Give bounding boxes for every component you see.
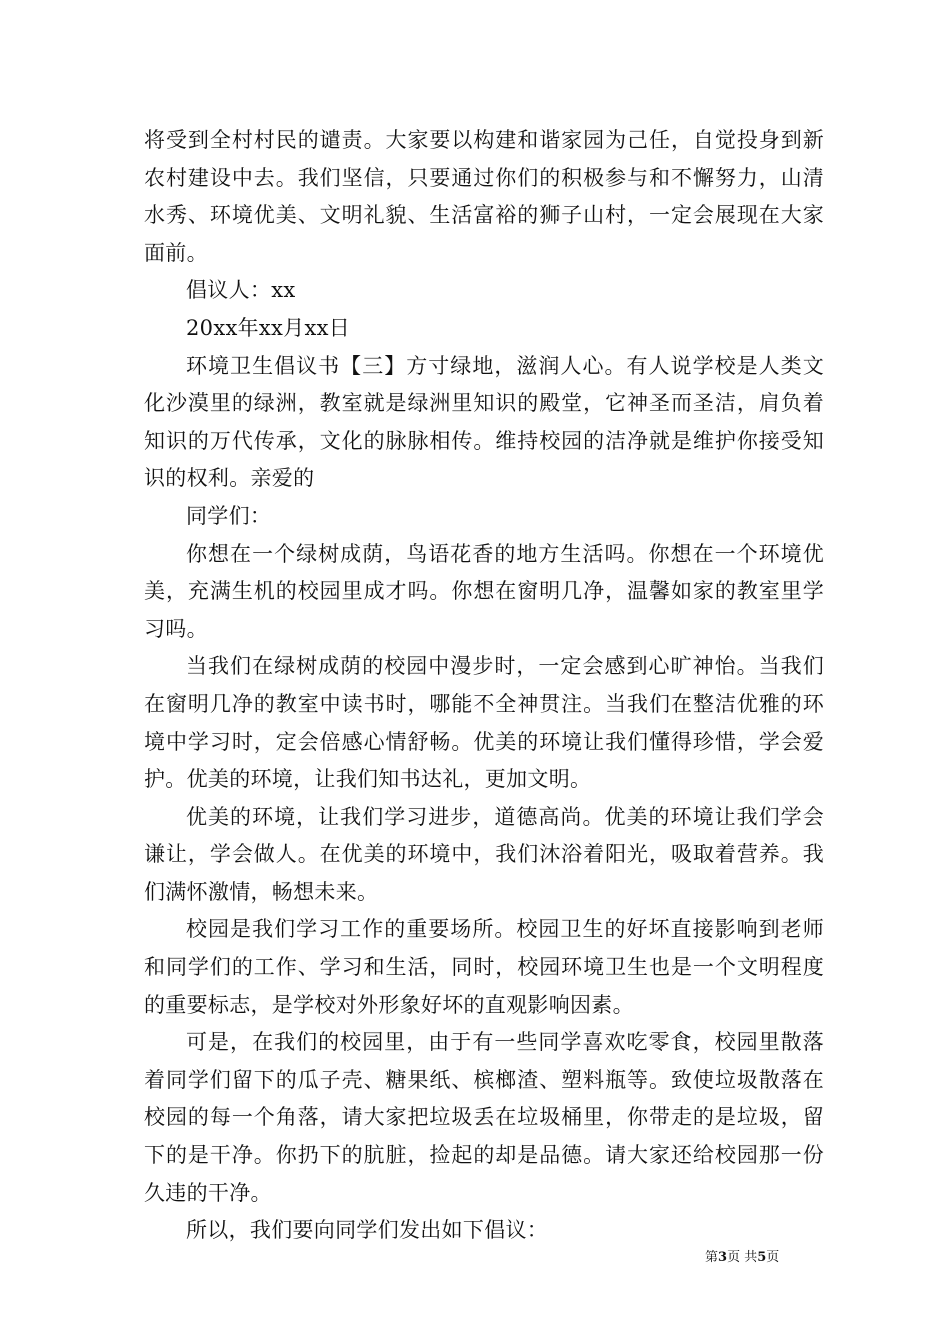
total-pages-number: 5 [757,1250,767,1265]
paragraph-proposal-three-intro: 环境卫生倡议书【三】方寸绿地，滋润人心。有人说学校是人类文化沙漠里的绿洲，教室就是绿洲里知识的殿堂，它神圣而圣洁，肩负着知识的万代传承，文化的脉脉相传。维持校园的洁净就是维护你接受知识的权利。亲爱的 [144,353,824,491]
current-page-number: 3 [718,1250,728,1265]
paragraph-1: 将受到全村村民的谴责。大家要以构建和谐家园为己任，自觉投身到新农村建设中去。我们坚信，只要通过你们的积极参与和不懈努力，山清水秀、环境优美、文明礼貌、生活富裕的狮子山村，一定会展现在大家面前。 [144,128,824,265]
footer-prefix: 第 [705,1250,719,1265]
paragraph-8: 校园是我们学习工作的重要场所。校园卫生的好坏直接影响到老师和同学们的工作、学习和生活，同时，校园环境卫生也是一个文明程度的重要标志，是学校对外形象好坏的直观影响因素。 [144,917,824,1017]
paragraph-7: 优美的环境，让我们学习进步，道德高尚。优美的环境让我们学会谦让，学会做人。在优美的环境中，我们沐浴着阳光，吸取着营养。我们满怀激情，畅想未来。 [144,804,824,904]
page-footer [705,1246,779,1265]
paragraph-10: 所以，我们要向同学们发出如下倡议： [186,1218,549,1243]
paragraph-initiator: 倡议人：xx [186,278,296,303]
footer-middle: 页 共 [727,1250,758,1265]
paragraph-date: 20xx年xx月xx日 [186,315,351,340]
paragraph-salutation: 同学们： [186,503,272,528]
document-body [144,122,824,1250]
footer-suffix: 页 [766,1250,780,1265]
paragraph-6: 当我们在绿树成荫的校园中漫步时，一定会感到心旷神怡。当我们在窗明几净的教室中读书时，哪能不全神贯注。当我们在整洁优雅的环境中学习时，定会倍感心情舒畅。优美的环境让我们懂得珍惜，学会爱护。优美的环境，让我们知书达礼，更加文明。 [144,654,824,792]
paragraph-5: 你想在一个绿树成荫，鸟语花香的地方生活吗。你想在一个环境优美，充满生机的校园里成才吗。你想在窗明几净，温馨如家的教室里学习吗。 [144,541,824,641]
paragraph-9: 可是，在我们的校园里，由于有一些同学喜欢吃零食，校园里散落着同学们留下的瓜子壳、糖果纸、槟榔渣、塑料瓶等。致使垃圾散落在校园的每一个角落，请大家把垃圾丢在垃圾桶里，你带走的是垃圾，留下的是干净。你扔下的肮脏，捡起的却是品德。请大家还给校园那一份久违的干净。 [144,1030,824,1205]
